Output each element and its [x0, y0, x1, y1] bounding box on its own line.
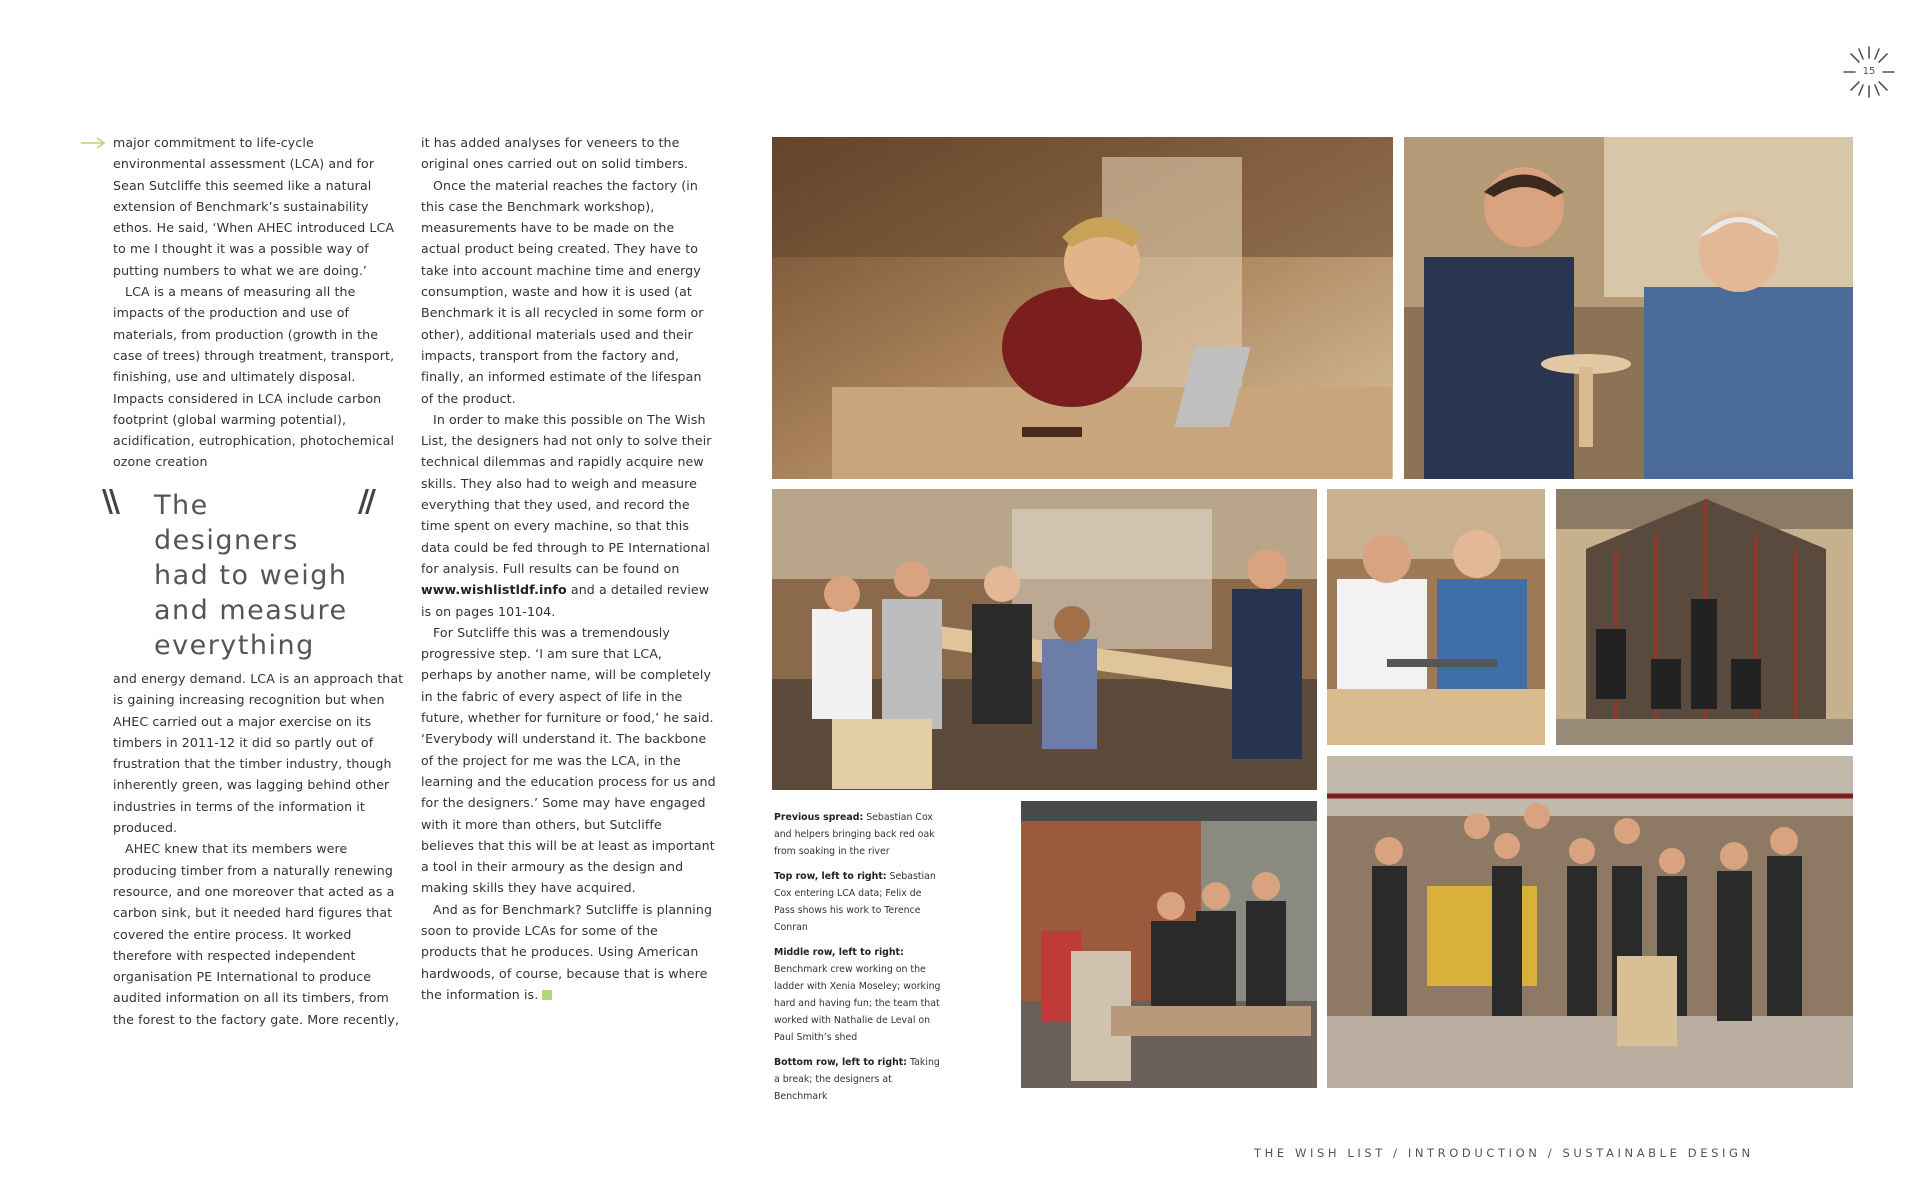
photo-team-with-shed	[1556, 489, 1853, 745]
paragraph-text: and a detailed review is on pages 101-104.	[421, 582, 710, 619]
caption	[774, 1054, 944, 1105]
caption-label: Top row, left to right:	[774, 871, 887, 882]
caption-text: Benchmark crew working on the ladder with Xenia Moseley; working hard and having fun; the team that worked with Nathalie de Leval on Paul Smith’s shed	[774, 964, 941, 1043]
running-footer: THE WISH LIST / INTRODUCTION / SUSTAINABLE DESIGN	[1254, 1146, 1754, 1160]
pull-quote-text: The designers had to weigh and measure everything	[154, 490, 348, 661]
pull-quote	[100, 482, 400, 661]
caption-text: Sebastian Cox entering LCA data; Felix de Pass shows his work to Terence Conran	[774, 871, 936, 933]
photo-designers-at-benchmark	[1327, 756, 1853, 1088]
caption-label: Bottom row, left to right:	[774, 1057, 908, 1068]
photo-designer-at-laptop	[772, 137, 1393, 479]
photo-taking-a-break	[1021, 801, 1317, 1088]
paragraph: For Sutcliffe this was a tremendously progressive step. ‘I am sure that LCA, perhaps by another name, will be completely in the fabric of every aspect of life in the future, whether for furniture or food,’ he said. ‘Everybody will understand it. The backbone of the project for me was the LCA, in the learning and the education process for us and for the designers.’ Some may have engaged with it more than others, but Sutcliffe believes that this will be at least as important a tool in their armoury as the design and making skills they have acquired.	[421, 624, 716, 896]
page-number-badge	[1841, 44, 1897, 100]
paragraph-text: In order to make this possible on The Wish List, the designers had not only to solve their technical dilemmas and rapidly acquire new skills. They also had to weigh and measure everything that they used, and record the time spent on every machine, so that this data could be fed through to PE International for analysis. Full results can be found on	[421, 411, 712, 576]
paragraph-text: And as for Benchmark? Sutcliffe is planning soon to provide LCAs for some of the products that he produces. Using American hardwoods, of course, because that is where the information is.	[421, 901, 713, 1002]
paragraph: LCA is a means of measuring all the impacts of the production and use of materials, from production (growth in the case of trees) through treatment, transport, finishing, use and ultimately disposal. Impacts considered in LCA include carbon footprint (global warming potential), acidification, eutrophication, photochemical ozone creation	[113, 284, 395, 470]
caption	[774, 809, 944, 860]
caption-label: Middle row, left to right:	[774, 947, 904, 958]
article-column-1-top	[113, 132, 405, 473]
caption-label: Previous spread:	[774, 812, 864, 823]
paragraph	[421, 409, 717, 622]
photo-captions	[774, 809, 944, 1113]
website-link[interactable]: www.wishlistldf.info	[421, 582, 567, 598]
photo-felix-and-terence	[1404, 137, 1853, 479]
photo-crew-on-ladder	[772, 489, 1317, 790]
continuation-arrow-icon	[80, 137, 106, 149]
caption-text: Taking a break; the designers at Benchmark	[774, 1057, 940, 1102]
caption	[774, 944, 944, 1046]
open-quote-mark-icon: \\	[102, 484, 116, 519]
caption-text: Sebastian Cox and helpers bringing back red oak from soaking in the river	[774, 812, 935, 857]
article-column-1-bottom	[113, 668, 405, 1030]
paragraph: major commitment to life-cycle environmental assessment (LCA) and for Sean Sutcliffe this seemed like a natural extension of Benchmark’s sustainability ethos. He said, ‘When AHEC introduced LCA to me I thought it was a possible way of putting numbers to what we are doing.’	[113, 135, 395, 278]
photo-working-hard	[1327, 489, 1545, 745]
caption	[774, 868, 944, 936]
close-quote-mark-icon: //	[358, 484, 372, 519]
paragraph: AHEC knew that its members were producing timber from a naturally renewing resource, and one moreover that acted as a carbon sink, but it needed hard figures that covered the entire process. It worked therefore with respected independent organisation PE International to produce audited information on all its timbers, from the forest to the factory gate. More recently,	[113, 841, 400, 1027]
page-number: 15	[1862, 66, 1876, 77]
paragraph	[421, 899, 717, 1005]
article-column-2	[421, 132, 717, 1005]
paragraph: and energy demand. LCA is an approach that is gaining increasing recognition but when AHEC carried out a major exercise on its timbers in 2011-12 it did so partly out of frustration that the timber industry, though inherently green, was lagging behind other industries in terms of the information it produced.	[113, 671, 404, 836]
paragraph: Once the material reaches the factory (in this case the Benchmark workshop), measurements have to be made on the actual product being created. They have to take into account machine time and energy consumption, waste and how it is used (at Benchmark it is all recycled in some form or other), additional materials used and their impacts, transport from the factory and, finally, an informed estimate of the lifespan of the product.	[421, 177, 704, 406]
paragraph: it has added analyses for veneers to the original ones carried out on solid timbers.	[421, 135, 689, 172]
end-mark-icon	[542, 990, 552, 1000]
